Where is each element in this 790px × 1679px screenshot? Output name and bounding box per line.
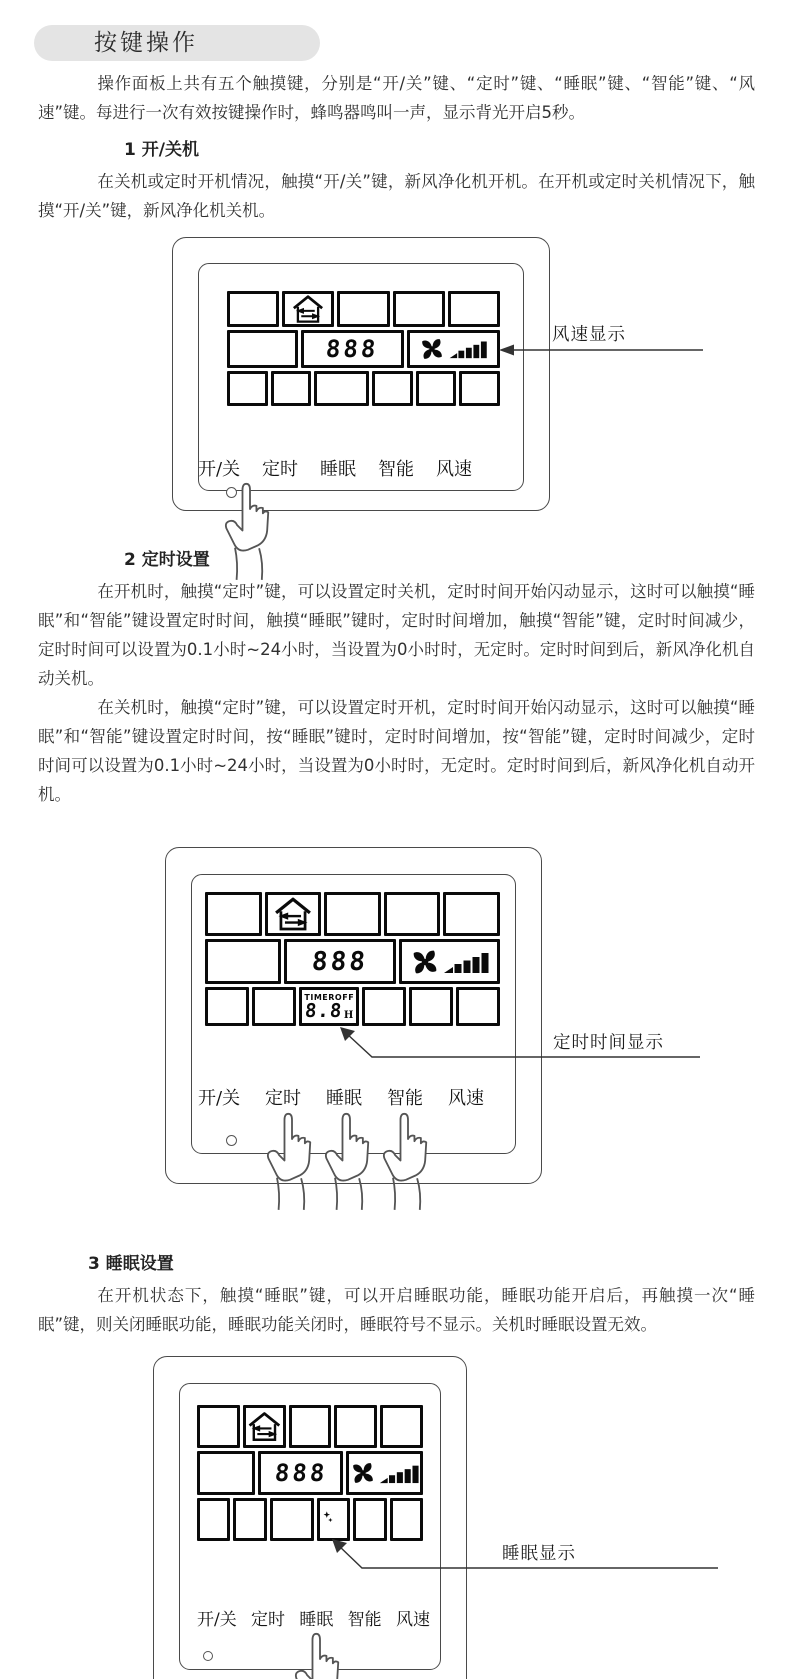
lcd-cell — [227, 291, 279, 327]
touch-key-fanspeed: 风速 — [395, 1610, 430, 1630]
speed-bars-icon — [379, 1463, 419, 1484]
section-heading-1: 1 开/关机 — [124, 140, 199, 160]
touch-key-smart: 智能 — [386, 1088, 423, 1109]
lcd-cell — [334, 1405, 377, 1448]
lcd-cell-fan-speed — [346, 1451, 423, 1495]
lcd-grid — [227, 291, 500, 409]
power-indicator-dot — [203, 1651, 213, 1661]
lcd-cell-digits — [284, 939, 396, 984]
lcd-cell-fan-speed — [407, 330, 500, 368]
page-title: 按键操作 — [94, 30, 198, 56]
lcd-cell-digits — [301, 330, 404, 368]
lcd-cell-digits — [258, 1451, 343, 1495]
pointing-hand-icon — [322, 1109, 378, 1212]
touch-key-row — [198, 455, 472, 481]
annotation-fan-speed-arrow — [498, 341, 708, 359]
fan-icon — [350, 1460, 376, 1486]
lcd-cell — [197, 1405, 240, 1448]
seven-segment-display: 888 — [273, 1459, 329, 1487]
touch-key-power: 开/关 — [197, 1610, 237, 1630]
section-heading-3: 3 睡眠设置 — [88, 1254, 174, 1274]
touch-key-row — [197, 1605, 430, 1630]
lcd-cell — [380, 1405, 423, 1448]
lcd-grid — [205, 892, 500, 1029]
annotation-timer-label: 定时时间显示 — [553, 1033, 664, 1053]
lcd-cell — [205, 987, 249, 1026]
lcd-cell — [372, 371, 413, 406]
touch-key-timer: 定时 — [265, 1088, 302, 1109]
pointing-hand-icon — [380, 1109, 436, 1212]
annotation-sleep-label: 睡眠显示 — [502, 1544, 576, 1564]
annotation-fan-speed-label: 风速显示 — [552, 325, 626, 345]
lcd-cell — [353, 1498, 386, 1541]
speed-bars-icon — [443, 950, 489, 974]
pointing-hand-icon — [222, 479, 278, 582]
section-heading-2: 2 定时设置 — [124, 550, 210, 570]
touch-key-row — [198, 1084, 484, 1110]
touch-key-smart: 智能 — [347, 1610, 382, 1630]
lcd-cell — [459, 371, 500, 406]
air-circulation-icon — [290, 294, 326, 325]
lcd-cell — [197, 1498, 230, 1541]
lcd-cell — [337, 291, 389, 327]
lcd-cell — [443, 892, 500, 936]
touch-key-fanspeed: 风速 — [435, 459, 472, 480]
figure-timer-setting — [0, 847, 790, 1239]
lcd-cell-air-circulation — [265, 892, 322, 936]
lcd-cell — [252, 987, 296, 1026]
lcd-cell — [393, 291, 445, 327]
lcd-cell — [270, 1498, 314, 1541]
lcd-cell — [409, 987, 453, 1026]
intro-paragraph: 操作面板上共有五个触摸键，分别是“开/关”键、“定时”键、“睡眠”键、“智能”键、“风速”键。每进行一次有效按键操作时，蜂鸣器鸣叫一声，显示背光开启5秒。 — [38, 74, 755, 122]
touch-key-power: 开/关 — [198, 1088, 241, 1109]
figure-sleep-setting — [0, 1341, 790, 1679]
title-pill — [34, 25, 320, 61]
speed-bars-icon — [448, 339, 488, 359]
touch-key-sleep: 睡眠 — [320, 459, 357, 480]
lcd-cell — [197, 1451, 255, 1495]
pointing-hand-icon — [264, 1109, 320, 1212]
section3-paragraph: 在开机状态下，触摸“睡眠”键，可以开启睡眠功能，睡眠功能开启后，再触摸一次“睡眠”键，则关闭睡眠功能，睡眠功能关闭时，睡眠符号不显示。关机时睡眠设置无效。 — [38, 1286, 755, 1334]
timer-off-label: OFF — [334, 992, 355, 1002]
timer-seven-segment: 8.8 — [303, 999, 343, 1022]
lcd-cell — [362, 987, 406, 1026]
figure-power-onoff — [0, 237, 790, 537]
lcd-cell — [314, 371, 369, 406]
touch-key-smart: 智能 — [377, 459, 414, 480]
power-indicator-dot — [226, 1135, 237, 1146]
lcd-cell — [456, 987, 500, 1026]
lcd-cell — [289, 1405, 332, 1448]
lcd-cell — [448, 291, 500, 327]
touch-key-sleep: 睡眠 — [326, 1088, 363, 1109]
timer-display — [304, 993, 353, 1021]
lcd-cell-air-circulation — [282, 291, 334, 327]
lcd-cell-timer — [299, 987, 358, 1026]
section2-paragraph-2: 在关机时，触摸“定时”键，可以设置定时开机，定时时间开始闪动显示，这时可以触摸“睡眠”和“智能”键设置定时时间，按“睡眠”键时，定时时间增加，按“智能”键，定时时间减少，定时时间可以设置为0.1小时~24小时，当设置为0小时时，无定时。定时时间到后，新风净化机自动开机。 — [38, 698, 755, 804]
fan-icon — [410, 947, 440, 977]
air-circulation-icon — [272, 896, 314, 933]
touch-key-power: 开/关 — [198, 459, 241, 480]
annotation-sleep-arrow — [330, 1537, 722, 1575]
timer-unit: H — [343, 1009, 354, 1021]
lcd-cell-fan-speed — [399, 939, 500, 984]
lcd-cell — [416, 371, 457, 406]
lcd-cell — [205, 939, 281, 984]
lcd-cell-sleep — [317, 1498, 350, 1541]
seven-segment-display: 888 — [310, 946, 370, 977]
lcd-cell — [227, 330, 298, 368]
lcd-cell — [390, 1498, 423, 1541]
section1-paragraph: 在关机或定时开机情况，触摸“开/关”键，新风净化机开机。在开机或定时关机情况下，触摸“开/关”键，新风净化机关机。 — [38, 172, 755, 220]
timer-label: TIMER — [304, 992, 335, 1002]
lcd-cell — [324, 892, 381, 936]
touch-key-sleep: 睡眠 — [299, 1610, 334, 1630]
touch-key-timer: 定时 — [262, 459, 299, 480]
seven-segment-display: 888 — [324, 335, 380, 363]
sleep-moon-icon — [321, 1507, 347, 1533]
lcd-cell — [205, 892, 262, 936]
touch-key-fanspeed: 风速 — [447, 1088, 484, 1109]
lcd-cell — [384, 892, 441, 936]
lcd-cell — [227, 371, 268, 406]
section2-paragraph-1: 在开机时，触摸“定时”键，可以设置定时关机，定时时间开始闪动显示，这时可以触摸“睡眠”和“智能”键设置定时时间，触摸“睡眠”键时，定时时间增加，触摸“智能”键，定时时间减少，定时时间可以设置为0.1小时~24小时，当设置为0小时时，无定时。定时时间到后，新风净化机自动关机。 — [38, 582, 755, 688]
fan-icon — [419, 336, 445, 362]
lcd-cell — [233, 1498, 266, 1541]
touch-key-timer: 定时 — [251, 1610, 286, 1630]
annotation-timer-arrow — [338, 1025, 703, 1065]
air-circulation-icon — [246, 1410, 283, 1444]
lcd-cell-air-circulation — [243, 1405, 286, 1448]
lcd-cell — [271, 371, 312, 406]
lcd-grid — [197, 1405, 423, 1544]
pointing-hand-icon — [292, 1629, 348, 1679]
